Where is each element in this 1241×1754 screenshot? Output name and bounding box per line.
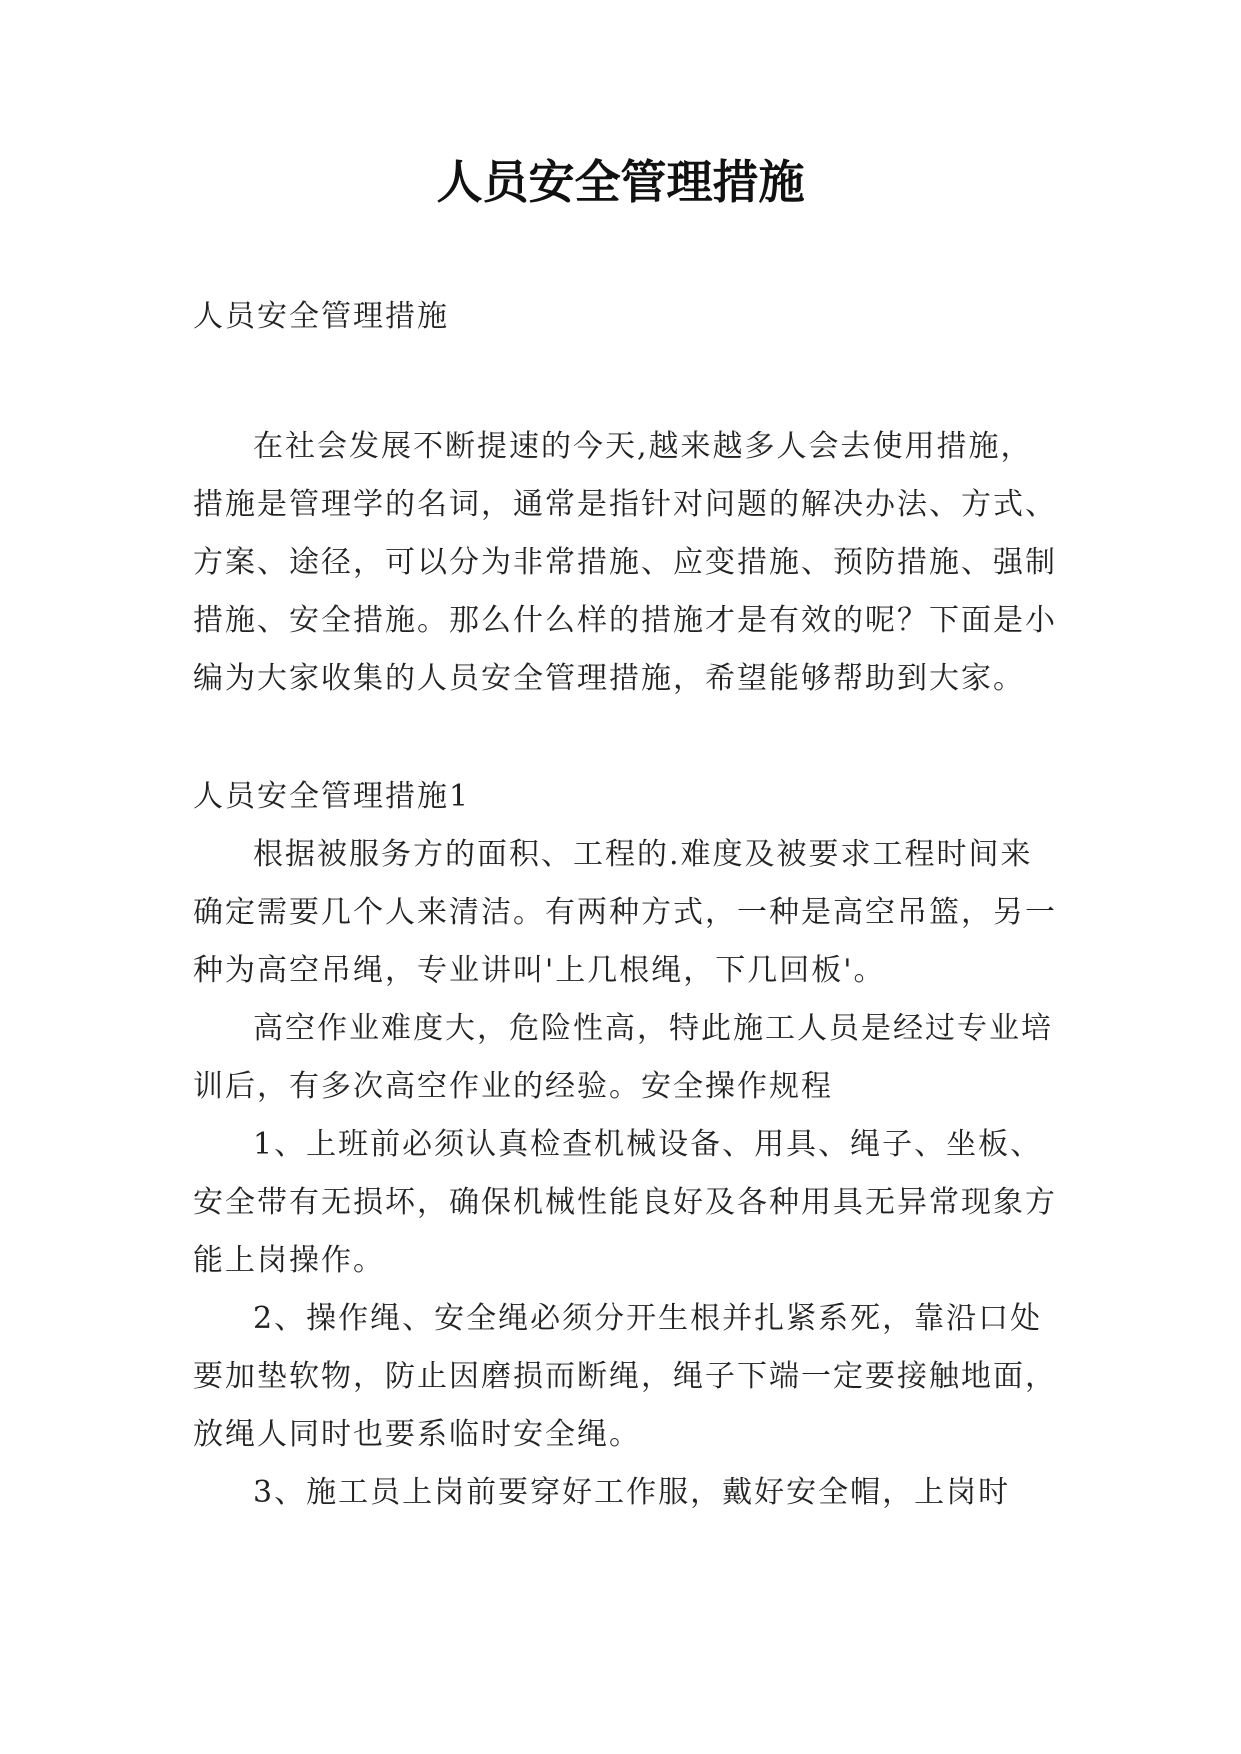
section-paragraph: 根据被服务方的面积、工程的.难度及被要求工程时间来确定需要几个人来清洁。有两种方式，一种是高空吊篮，另一种为高空吊绳，专业讲叫'上几根绳，下几回板'。 [193, 837, 1057, 988]
intro-paragraph: 在社会发展不断提速的今天,越来越多人会去使用措施，措施是管理学的名词，通常是指针对问题的解决办法、方式、方案、途径，可以分为非常措施、应变措施、预防措施、强制措施、安全措施。那么什么样的措施才是有效的呢？下面是小编为大家收集的人员安全管理措施，希望能够帮助到大家。 [193, 429, 1057, 696]
document-body [193, 288, 1061, 1522]
document-subtitle: 人员安全管理措施 [193, 299, 449, 334]
section-paragraph: 1、上班前必须认真检查机械设备、用具、绳子、坐板、安全带有无损坏，确保机械性能良好及各种用具无异常现象方能上岗操作。 [193, 1127, 1057, 1278]
section-paragraph: 3、施工员上岗前要穿好工作服，戴好安全帽，上岗时 [253, 1475, 1011, 1510]
spacer [193, 346, 1061, 418]
document-title: 人员安全管理措施 [436, 155, 805, 209]
section-paragraph: 2、操作绳、安全绳必须分开生根并扎紧系死，靠沿口处要加垫软物，防止因磨损而断绳，绳子下端一定要接触地面，放绳人同时也要系临时安全绳。 [193, 1301, 1057, 1452]
spacer [193, 708, 1061, 768]
section-heading: 人员安全管理措施1 [193, 779, 471, 814]
section-paragraph: 高空作业难度大，危险性高，特此施工人员是经过专业培训后，有多次高空作业的经验。安全操作规程 [193, 1011, 1053, 1104]
